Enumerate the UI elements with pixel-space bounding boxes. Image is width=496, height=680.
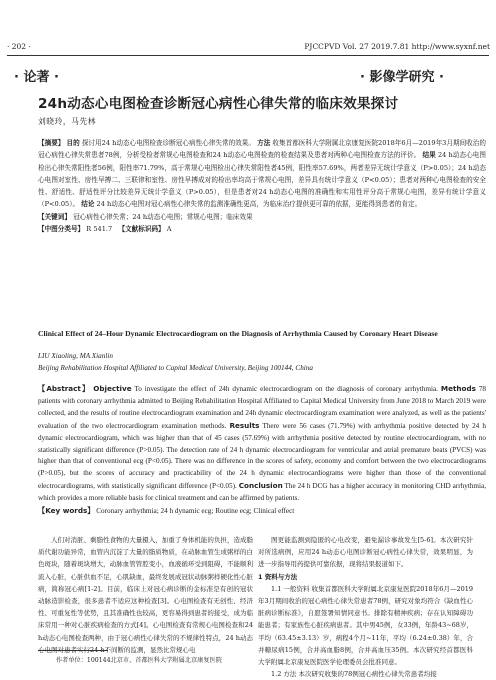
results-text: 24 h动态心电图检出心律失常阳性者56例，阳性率71.79%，高于常规心电图检出心律失常阳性者45例，阳性率57.69%，两者差异无统计学意义（P>0.05）；24 h动态心电图对室性、房性早搏二、三联律和室性、房性早搏成对的检出率均高于常规心电图，差异具有统计学意义（P<0.05）；患者对两种心电图检查的安全性、舒适性、舒适性评分比较差异无统计学意义（P>0.05），但是患者对24 h动态心电图的准确性和实用性评分高于常规心电图，差异有统计学意义（P<0.05）。 [38, 151, 487, 209]
en-objective-text: To investigate the effect of 24h dynamic electrocardiogram on the diagnosis of coronary arrhythmia. [134, 385, 438, 393]
en-methods-text: 78 patients with coronary arrhythmia admitted to Beijing Rehabilitation Hospital Affiliated to Capital Medical University from June 2018 to March 2019 were collected, and the results of routine electrocardiogram examination and 24h dynamic electrocardiogram examination were analyzed, as well as the patients' evaluation of the two electrocardiogram examination methods. [38, 385, 486, 430]
footnote-rule [38, 650, 108, 651]
body-paragraph: 1.2 方法 本次研究收集的78例冠心病性心律失常患者均接 [271, 670, 437, 679]
methods-text: 收集首都医科大学附属北京康复医院2018年6月—2019年3月期间收治的冠心病性心律失常患者78例，分析受检者常规心电图检查和24 h动态心电图检查的检查结果及患者对两种心电图检查方法的评价。 [38, 139, 486, 160]
english-abstract [38, 383, 486, 518]
conclusion-text: 24 h动态心电图对冠心病性心律失常的监测准确性更高，为临床治疗提供更可靠的依据，更能得到患者的肯定。 [96, 200, 422, 209]
en-keywords-text: Coronary arrhythmia; 24 h dynamic ecg; Routine ecg; Clinical effect [96, 507, 295, 516]
keywords-label: 【关键词】 [38, 212, 71, 221]
body-column-left: 人们对消脏、剩脂性食物的大量摄入，加重了身体机能的负担，造成脂质代谢功能异常，血管内沉淀了大量的脂质物质，在动脉血管生成粥样的白色斑块，随着斑块增大，动脉血管管腔变小，血液循环受到阻碍，不能顺利流入心脏，心脏供血不足，心肌缺血，最终发展成冠状动脉粥样硬化性心脏病，简称冠心病[1-2]。目前，临床上对冠心病诊断的金标准是有创的冠状动脉造影检查，很多患者不适应这种检查[3]。心电图检查有无创性、经济性、可重复性等优势，且其准确性也较高，更容易得到患者的接受，成为临床常用一种对心脏疾病检查的方式[4]。心电图检查有常规心电图检查和24 h动态心电图检查两种，由于冠心病性心律失常的不规律性特点，24 h动态心电图对患者实行24 h不间断的监测，显然比常规心电 [38, 536, 253, 654]
doc-code-label: 【文献标识码】 [118, 225, 165, 234]
author-affiliation-footnote: 作者单位：100144北京市，首都医科大学附属北京康复医院 [56, 657, 222, 664]
page-number: · 202 · [7, 42, 31, 51]
en-keywords-row [38, 505, 486, 518]
en-results-text: There were 56 cases (71.79%) with arrhythmia positive detected by 24 h dynamic electrocardiogram, which was higher than that of 45 cases (57.69%) with arrhythmia positive detected by routine electrocardiogram, with no statistically significant difference (P>0.05). The detection rate of 24 h dynamic electrocardiogram for ventricular and atrial premature beats (PVCS) was higher than that of conventional ecg (P<0.05). There was no difference in the scores of safety, economy and comfort between the two electrocardiograms (P>0.05), but the scores of accuracy and practicability of the 24 h dynamic electrocardiograms were higher than those of the conventional electrocardiograms, with statistically significant difference (P<0.05). [38, 421, 486, 491]
section-label-left: · 论著 · [14, 70, 59, 85]
body-column-right [258, 534, 473, 680]
body-paragraph: 图更能监测到隐匿的心电改变，避免漏诊事故发生[5-6]。本次研究针对所选病例，应用24 h动态心电图诊断冠心病性心律失常，效果明显，为进一步指导用药提供可靠依据，现将结果报道如下。 [258, 536, 473, 569]
header-rule [7, 55, 489, 56]
english-authors: LIU Xiaoling, MA Xianlin [38, 352, 113, 360]
conclusion-label: 结论 [81, 200, 95, 209]
en-results-label: Results [229, 420, 260, 430]
objective-label: 目的 [66, 139, 80, 147]
results-label: 结果 [422, 151, 436, 160]
english-title: Clinical Effect of 24–Hour Dynamic Electrocardiogram on the Diagnosis of Arrhythmia Caused by Coronary Heart Disease [38, 329, 438, 338]
keywords-text: 冠心病性心律失常；24 h动态心电图；常规心电图；临床效果 [73, 212, 253, 221]
class-label: 【中图分类号】 [38, 225, 85, 234]
objective-text: 探讨用24 h动态心电图检查诊断冠心病性心律失常的效果。 [81, 139, 255, 147]
classification-row [38, 223, 486, 235]
en-methods-label: Methods [440, 384, 476, 393]
authors: 刘晓玲，马先林 [38, 117, 97, 126]
journal-header: PJCCPVD Vol. 27 2019.7.81 http://www.syxnf.net [304, 42, 490, 51]
chinese-abstract [38, 137, 486, 235]
english-affiliation: Beijing Rehabilitation Hospital Affiliated to Capital Medical University, Beijing 100144, China [38, 364, 313, 372]
section-heading: 1 资料与方法 [258, 572, 298, 581]
keywords-row [38, 211, 486, 223]
en-objective-label: Objective [93, 384, 132, 393]
en-conclusion-label: Conclusion [238, 481, 283, 491]
doc-code-value: A [166, 225, 172, 234]
en-conclusion-text: The 24 h DCG has a higher accuracy in monitoring CHD arrhythmia, which provides a more reliable basis for clinical treatment and can be affirmed by patients. [38, 482, 486, 503]
abstract-label: 【摘要】 [38, 139, 65, 147]
class-value: R 541.7 [86, 225, 113, 234]
section-label-right: · 影像学研究 · [360, 70, 444, 85]
en-keywords-label: 【Key words】 [38, 506, 95, 516]
article-title: 24h动态心电图检查诊断冠心病性心律失常的临床效果探讨 [38, 96, 399, 112]
body-paragraph: 1.1 一般资料 收集首都医科大学附属北京康复医院2018年6月—2019年3月期间收治的冠心病性心律失常患者78例，研究对象均符合《缺血性心脏病诊断标准》，自愿签署知情同意书。排除有精神疾病；存在认知障碍功能患者；有家族性心脏疾病患者。其中男45例，女33例，年龄43~68岁，平均（63.45±3.13）岁，病程4个月~11年，平均（6.24±0.38）年，合并糖尿病15例，合并高血脂8例，合并高血压35例。本次研究经首都医科大学附属北京康复医院医学伦理委员会批准同意。 [258, 584, 473, 667]
methods-label: 方法 [257, 139, 271, 147]
en-abstract-label: 【Abstract】 [38, 384, 91, 393]
